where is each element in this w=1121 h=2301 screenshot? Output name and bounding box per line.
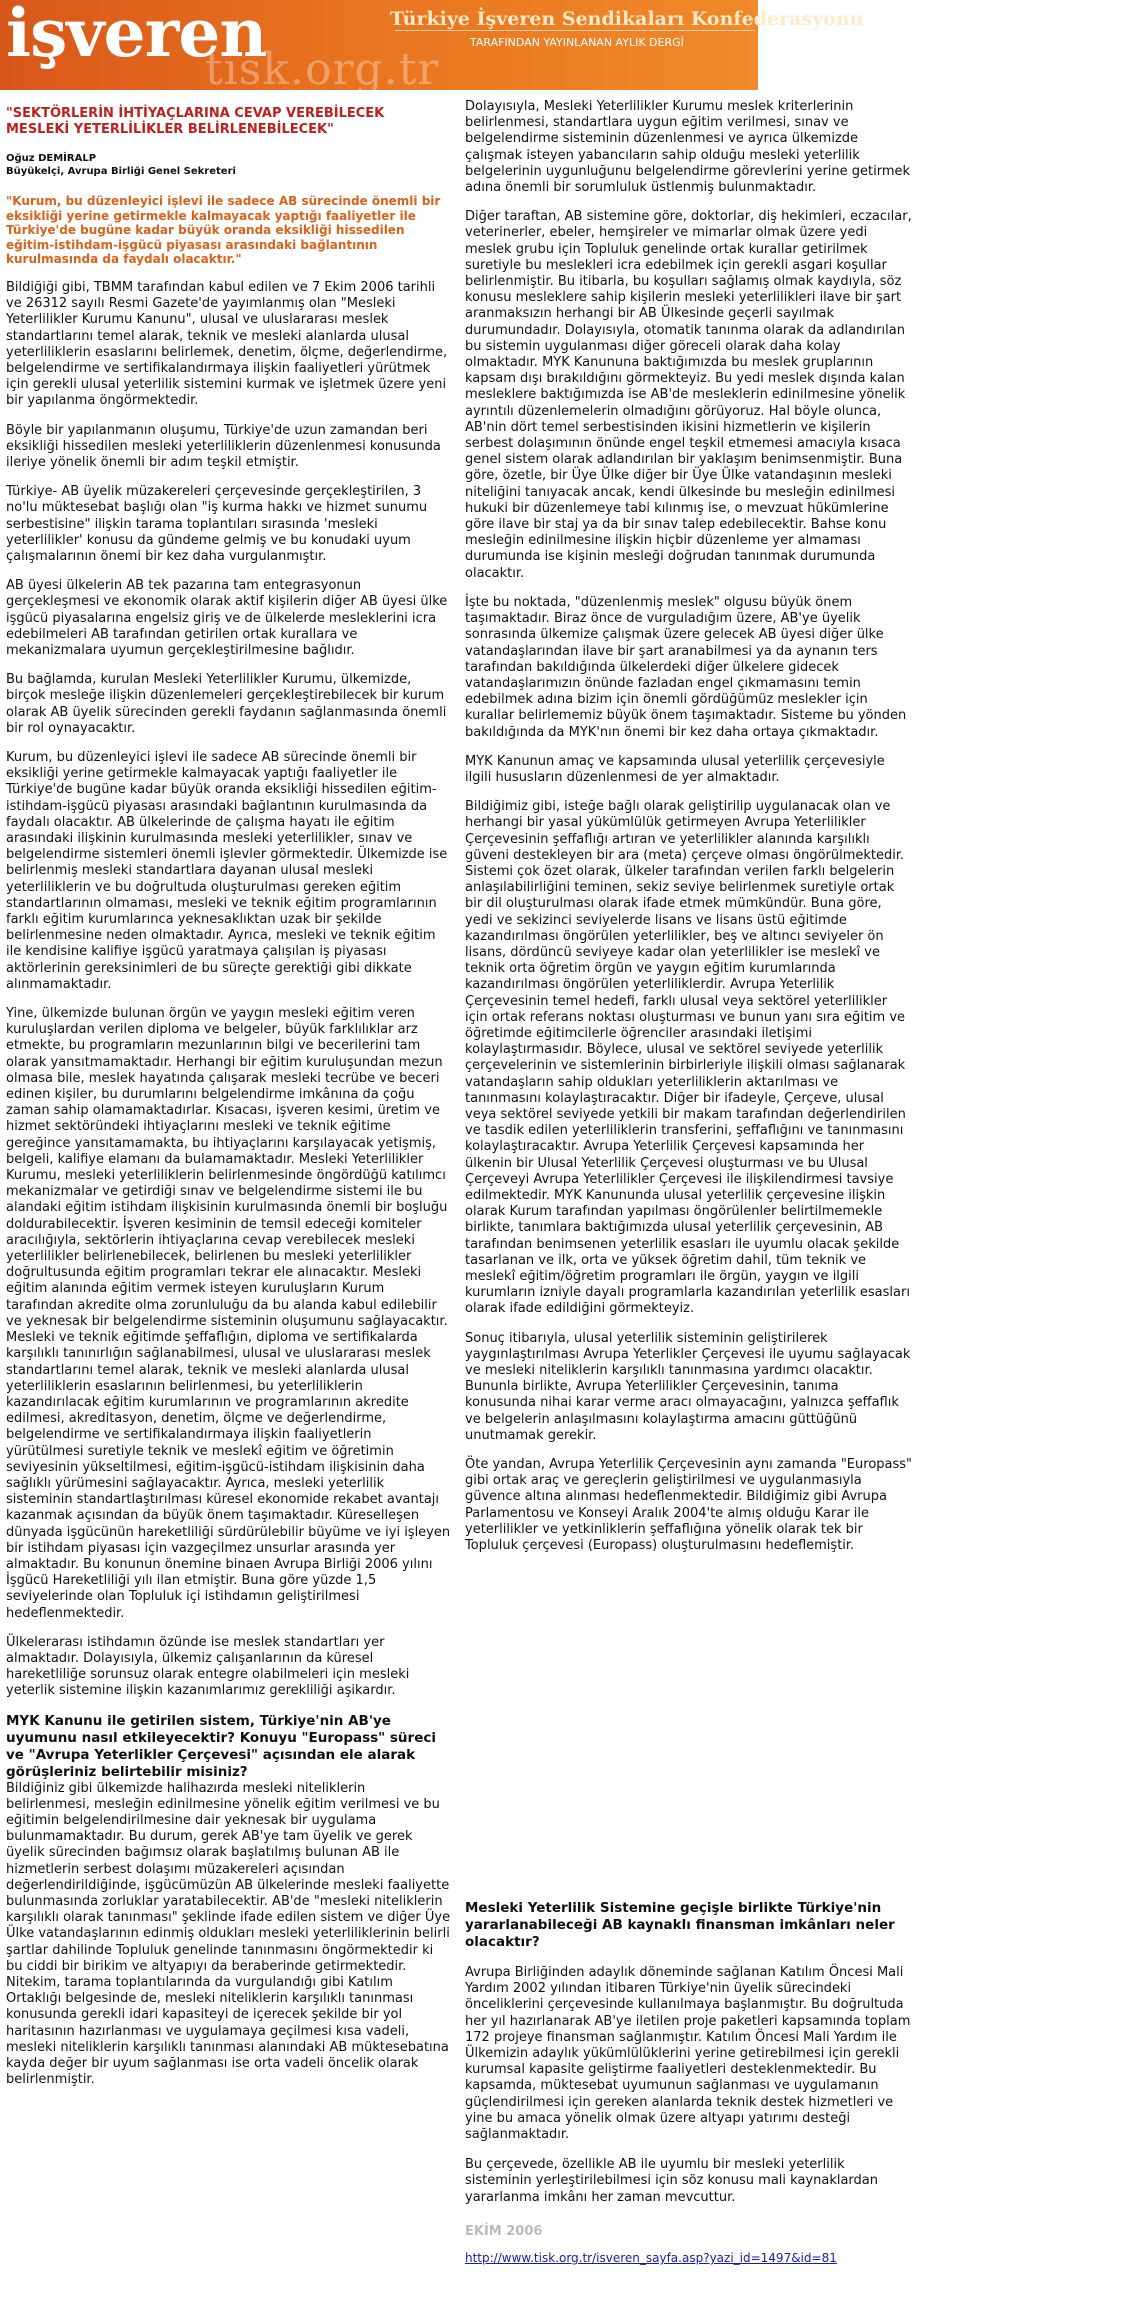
masthead-banner: [0, 0, 864, 95]
paragraph: Avrupa Birliğinden adaylık döneminde sağlanan Katılım Öncesi Mali Yardım 2002 yılından itibaren Türkiye'nin üyelik sürecindeki önceliklerini çerçevesinde kullanılmaya başlanmıştır. Bu doğrultuda her yıl hazırlanarak AB'ye iletilen proje paketleri kapsamında toplam 172 projeye finansman sağlanmıştır. Katılım Öncesi Mali Yardım ile Ülkemizin adaylık yükümlülüklerini yerine getirebilmesi için gerekli kurumsal kapasite geliştirme faaliyetleri desteklenmektedir. Bu kapsamda, müktesebat uyumunun sağlanması ve uygulamanın güçlendirilmesi için gereken alanlarda teknik destek hizmetleri ve yine bu amaca yönelik olmak üzere altyapı yatırımı desteği sağlanmaktadır.: [465, 1965, 911, 2143]
paragraph: Dolayısıyla, Mesleki Yeterlilikler Kurumu meslek kriterlerinin belirlenmesi, standartlara uygun eğitim verilmesi, sınav ve belgelendirme sisteminin düzenlenmesi ve ayrıca ülkemizde çalışmak isteyen yabancıların sahip olduğu mesleki yeterlilik belgelerinin uygunluğunu belgelendirme görevlerini yerine getirmek adına önemli bir sorumluluk üstlenmiş bulunmaktadır.: [465, 99, 911, 196]
watermark: tisk.org.tr: [205, 44, 440, 95]
paragraph: Kurum, bu düzenleyici işlevi ile sadece AB sürecinde önemli bir eksikliği yerine getirmekle kalmayacak yaptığı faaliyetler ile Türkiye'de bugüne kadar büyük oranda eksikliği hissedilen eğitim-istihdam-işgücü piyasası arasındaki bağlantının kurulmasında da faydalı olacaktır. AB ülkelerinde de çalışma hayatı ile eğitim arasındaki ilişkinin kurulmasında mesleki yeterlilikler, sınav ve belgelendirme sistemleri önemli işlevler görmektedir. Ülkemizde ise belirlenmiş mesleki standartlara dayanan ulusal mesleki yeterliliklerin ve bu doğrultuda oluşturulması gereken eğitim standartlarının olmaması, mesleki ve teknik eğitim programlarının farklı eğitim kurumlarınca yeknesaklıktan uzak bir şekilde belirlenmesine neden olmaktadır. Ayrıca, mesleki ve teknik eğitim ile kendisine kalifiye işgücü yaratmaya çalışılan iş piyasası aktörlerinin gereksinimleri de bu süreçte gerektiği gibi dikkate alınmamaktadır.: [6, 749, 448, 992]
paragraph: Türkiye- AB üyelik müzakereleri çerçevesinde gerçekleştirilen, 3 no'lu müktesebat başlığı olan "iş kurma hakkı ve hizmet sunumu serbestisine" ilişkin tarama toplantıları sırasında 'mesleki yeterlilikler' konusu da gündeme gelmiş ve bu konudaki uyum çalışmalarının önemi bir kez daha vurgulanmıştır.: [6, 484, 428, 564]
header-divider: [395, 30, 755, 31]
paragraph: Böyle bir yapılanmanın oluşumu, Türkiye'de uzun zamandan beri eksikliği hissedilen mesleki yeterliliklerin düzenlenmesi konusunda ileriye yönelik önemli bir adım teşkil etmiştir.: [6, 422, 441, 470]
magazine-subtitle: TARAFINDAN YAYINLANAN AYLIK DERGİ: [470, 36, 684, 49]
paragraph: Bildiğiği gibi, TBMM tarafından kabul edilen ve 7 Ekim 2006 tarihli ve 26312 sayılı Resmi Gazete'de yayımlanmış olan "Mesleki Yeterlilikler Kurumu Kanunu", ulusal ve uluslararası meslek standartlarını temel alarak, teknik ve mesleki alanlarda ulusal yeterliliklerin esaslarını belirlemek, denetim, ölçme, değerlendirme, belgelendirme ve sertifikalandırmaya ilişkin faaliyetleri yürütmek için gerekli ulusal yeterlilik sistemini kurmak ve işletmek üzere yeni bir yapılanma öngörmektedir.: [6, 279, 448, 409]
paragraph: Yine, ülkemizde bulunan örgün ve yaygın mesleki eğitim veren kuruluşlardan verilen diploma ve belgeler, büyük farklılıklar arz etmekte, bu programların mezunlarının bilgi ve becerilerini tam olarak yansıtmamaktadır. Herhangi bir eğitim kuruluşundan mezun olmasa bile, meslek hayatında çalışarak mesleki tecrübe ve beceri edinen kişiler, bu durumlarını belgelendirme imkânına da çoğu zaman sahip olamamaktadırlar. Kısacası, işveren kesimi, üretim ve hizmet sektöründeki ihtiyaçlarını mesleki ve teknik eğitime gereğince yansıtamamakta, bu ihtiyaçlarını karşılayacak yetişmiş, belgeli, kalifiye elamanı da bulamamaktadır. Mesleki Yeterlilikler Kurumu, mesleki yeterliliklerin belirlenmesinde öngördüğü katılımcı mekanizmalar ve getirdiği sınav ve belgelendirme sistemi ile bu alandaki eğitim istihdam ilişkisinin kurulmasında önemli bir boşluğu doldurabilecektir. İşveren kesiminin de temsil edeceği komiteler aracılığıyla, sektörlerin ihtiyaçlarına cevap verebilecek mesleki yeterlilikler belirlenebilecek, belirlenen bu mesleki yeterlilikler doğrultusunda eğitim programları tekrar ele alınacaktır. Mesleki eğitim alanında eğitim vermek isteyen kuruluşların Kurum tarafından akredite olma zorunluluğu da bu alanda kabul edilebilir ve yeknesak bir belgelendirme sisteminin oluşumunu sağlayacaktır. Mesleki ve teknik eğitimde şeffaflığın, diploma ve sertifikalarda karşılıklı tanınırlığın sağlanabilmesi, ulusal ve uluslararası meslek standartlarını temel alarak, teknik ve mesleki alanlarda ulusal yeterliliklerin esaslarının belirlenmesi, bu yeterliliklerin kazandırılacak eğitim kurumlarının ve programlarının akredite edilmesi, akreditasyon, denetim, ölçme ve değerlendirme, belgelendirme ve sertifikalandırmaya ilişkin faaliyetlerin yürütülmesi suretiyle teknik ve meslekî eğitim ve öğretimin seviyesinin yükseltilmesi, eğitim-işgücü-istihdam ilişkisinin daha sağlıklı yürümesini sağlayacaktır. Ayrıca, mesleki yeterlilik sisteminin standartlaştırılması küresel ekonomide rekabet avantajı kazanmak açısından da büyük önem taşımaktadır. Küreselleşen dünyada işgücünün hareketliliği sürdürülebilir büyüme ve iyi işleyen bir istihdam piyasası için vazgeçilmez unsurlar arasında yer almaktadır. Bu konunun önemine binaen Avrupa Birliği 2006 yılını İşgücü Hareketliliği yılı ilan etmiştir. Buna göre yüzde 1,5 seviyelerinde olan Topluluk içi istihdamın geliştirilmesi hedeflenmektedir.: [6, 1006, 451, 1621]
paragraph: Bu çerçevede, özellikle AB ile uyumlu bir mesleki yeterlilik sisteminin yerleştirilebilmesi için söz konusu mali kaynaklardan yararlanma imkânı her zaman mevcuttur.: [465, 2157, 878, 2205]
question-heading: Mesleki Yeterlilik Sistemine geçişle birlikte Türkiye'nin yararlanabileceği AB kaynaklı finansman imkânları neler olacaktır?: [465, 1900, 895, 1950]
paragraph: İşte bu noktada, "düzenlenmiş meslek" olgusu büyük önem taşımaktadır. Biraz önce de vurguladığım üzere, AB'ye üyelik sonrasında ülkemize çalışmak üzere gelecek AB üyesi diğer ülke vatandaşlarından ilave bir şart aranabilmesi ya da aynanın ters tarafından bakıldığında ülkelerdeki diğer ülkelere gidecek vatandaşlarımızın önünde fazladan engel çıkmamasını temin edebilmek adına bizim için önemli gördüğümüz meslekler için kurallar belirlememiz büyük önem taşımaktadır. Sisteme bu yönden bakıldığında da MYK'nın önemi bir kez daha ortaya çıkmaktadır.: [465, 594, 907, 740]
left-column: [6, 106, 452, 2101]
paragraph: Ülkelerarası istihdamın özünde ise meslek standartları yer almaktadır. Dolayısıyla, ülkemiz çalışanlarının da küresel hareketliliğe sorunsuz olarak entegre olabilmeleri için mesleki yeterlik sistemine ilişkin kazanımlarımız gerekliliği aşikardır.: [6, 1634, 410, 1699]
issue-date: EKİM 2006: [465, 2223, 543, 2239]
right-column: [465, 99, 913, 1567]
source-link[interactable]: http://www.tisk.org.tr/isveren_sayfa.asp?yazi_id=1497&id=81: [465, 2251, 837, 2266]
paragraph: Sonuç itibarıyla, ulusal yeterlilik sisteminin geliştirilerek yaygınlaştırılması Avrupa Yeterlikler Çerçevesi ile uyumu sağlayacak ve mesleki niteliklerin karşılıklı tanınmasına yardımcı olacaktır. Bununla birlikte, Avrupa Yeterlilikler Çerçevesinin, tanıma konusunda nihai karar verme aracı olmayacağını, yalnızca şeffaflık ve belgelerin anlaşılmasını kolaylaştırma amacını güttüğünü unutmamak gerekir.: [465, 1330, 911, 1443]
isveren-logo: işveren: [6, 0, 267, 72]
author-name: Oğuz DEMİRALP: [6, 153, 97, 165]
paragraph: MYK Kanunun amaç ve kapsamında ulusal yeterlilik çerçevesiyle ilgili hususların düzenlenmesi de yer almaktadır.: [465, 753, 885, 785]
paragraph: Bildiğiniz gibi ülkemizde halihazırda mesleki niteliklerin belirlenmesi, mesleğin edinilmesine yönelik eğitim verilmesi ve bu eğitimin belgelendirilmesine dair yeknesak bir uygulama bulunmamaktadır. Bu durum, gerek AB'ye tam üyelik ve gerek üyelik sürecinden bağımsız olarak başlatılmış bulunan AB ile hizmetlerin serbest dolaşımı müzakereleri açısından değerlendirildiğinde, işgücümüzün AB ülkelerinde mesleki faaliyette bulunmasında zorluklar yaratabilecektir. AB'de "mesleki niteliklerin karşılıklı olarak tanınması" şeklinde ifade edilen sistem ve diğer Üye Ülke vatandaşlarının edinmiş oldukları mesleki yeterliliklerinin belirli şartlar dahilinde Topluluk genelinde tanınmasını öngörmektedir ki bu ciddi bir birikim ve altyapıyı da beraberinde getirmektedir. Nitekim, tarama toplantılarında da vurgulandığı gibi Katılım Ortaklığı belgesinde de, mesleki niteliklerin karşılıklı tanınması konusunda gerekli idari kapasiteyi de içerecek şekilde bir yol haritasının hazırlanması ve uygulamaya geçilmesi kısa vadeli, mesleki niteliklerin karşılıklı tanınması alanındaki AB müktesebatına kayda değer bir uyum sağlanması ise orta vadeli öncelik olarak belirlenmiştir.: [6, 1780, 451, 2088]
pull-quote: "Kurum, bu düzenleyici işlevi ile sadece AB sürecinde önemli bir eksikliği yerine getirmekle kalmayacak yaptığı faaliyetler ile Türkiye'de bugüne kadar büyük oranda eksikliği hissedilen eğitim-istihdam-işgücü piyasası arasındaki bağlantının kurulmasında da faydalı olacaktır.": [6, 194, 441, 267]
paragraph: Bu bağlamda, kurulan Mesleki Yeterlilikler Kurumu, ülkemizde, birçok mesleğe ilişkin düzenlemeleri gerçekleştirebilecek bir kurum olarak AB üyelik sürecinden gerekli faydanın sağlanmasında önemli bir rol oynayacaktır.: [6, 672, 447, 736]
article-kicker: "SEKTÖRLERİN İHTİYAÇLARINA CEVAP VEREBİLECEK MESLEKİ YETERLİLİKLER BELİRLENEBİLECEK": [6, 106, 385, 138]
author-role: Büyükelçi, Avrupa Birliği Genel Sekreteri: [6, 166, 236, 178]
paragraph: Bildiğimiz gibi, isteğe bağlı olarak geliştirilip uygulanacak olan ve herhangi bir yasal yükümlülük getirmeyen Avrupa Yeterlilikler Çerçevesinin şeffaflığı artıran ve yeterlilikler alanında karşılıklı güveni destekleyen bir ara (meta) çerçeve olması öngörülmektedir. Sistemi çok özet olarak, ülkeler tarafından verilen farklı belgelerin anlaşılabilirliğini teminen, sekiz seviye belirlenmek suretiyle ortak bir dil oluşturulması olarak ifade etmek mümkündür. Buna göre, yedi ve sekizinci seviyelerde lisans ve lisans üstü eğitimde kazandırılması öngörülen yeterlilikler, beş ve altıncı seviyeler ön lisans, dördüncü seviyeye kadar olan yeterlilikler ise meslekî ve teknik orta öğretim örgün ve yaygın eğitim kurumlarında kazandırılması öngörülen yeterliliklerdir. Avrupa Yeterlilik Çerçevesinin temel hedefi, farklı ulusal veya sektörel yeterlilikler için ortak referans noktası oluşturması ve bunun yanı sıra eğitim ve öğretimde eğitimcilerle öğrenciler arasındaki iletişimi kolaylaştırmasıdır. Böylece, ulusal ve sektörel seviyede yeterlilik çerçevelerinin ve sistemlerinin birbirleriyle ilişkili olması sağlanarak vatandaşların sahip oldukları yeterliliklerin aktarılması ve tanınmasını kolaylaştıracaktır. Diğer bir ifadeyle, Çerçeve, ulusal veya sektörel seviyede yetkili bir makam tarafından değerlendirilen ve tasdik edilen yeterliliklerin transferini, şeffaflığını ve tanınmasını kolaylaştıracaktır. Avrupa Yeterlilik Çerçevesi kapsamında her ülkenin bir Ulusal Yeterlilik Çerçevesi oluşturması ve bu Ulusal Çerçeveyi Avrupa Yeterlilikler Çerçevesi ile ilişkilendirmesi tavsiye edilmektedir. MYK Kanununda ulusal yeterlilik çerçevesine ilişkin olarak Kurum tarafından yapılması öngörülenler belirtilmemekle birlikte, tanımlara baktığımızda ulusal yeterlilik çerçevesinin, AB tarafından benimsenen yeterlilik esasları ile uyumlu olacak şekilde tasarlanan ve ilk, orta ve yüksek öğretim dahil, tüm teknik ve meslekî eğitim/öğretim programları ile örgün, yaygın ve ilgili kurumların izniyle dayalı programlarla kazandırılan yeterlilik esasları olarak ifade edildiğini görmekteyiz.: [465, 799, 910, 1317]
question-heading: MYK Kanunu ile getirilen sistem, Türkiye'nin AB'ye uyumunu nasıl etkileyecektir? Konuyu "Europass" süreci ve "Avrupa Yeterlikler Çerçevesi" açısından ele alarak görüşleriniz belirtebilir misiniz?: [6, 1712, 436, 1780]
paragraph: Diğer taraftan, AB sistemine göre, doktorlar, diş hekimleri, eczacılar, veterinerler, ebeler, hemşireler ve mimarlar olmak üzere yedi meslek grubu için Topluluk genelinde ortak kurallar getirilmek suretiyle bu meslekleri icra edebilmek için gerekli asgari koşullar belirlenmiştir. Bu itibarla, bu koşulları sağlamış olmak kaydıyla, söz konusu mesleklere sahip kişilerin mesleki yeterlilikleri ilave bir şart aranmaksızın herhangi bir AB Ülkesinde geçerli sayılmak durumundadır. Dolayısıyla, otomatik tanınma olarak da adlandırılan bu sistemin uygulanması diğer göreceli olarak daha kolay olmaktadır. MYK Kanununa baktığımızda bu meslek gruplarının kapsam dışı bırakıldığını görmekteyiz. Bu yedi meslek dışında kalan mesleklere baktığımızda ise AB'de mesleklerin edinilmesine yönelik ayrıntılı düzenlemelerin olmadığını görüyoruz. Hal böyle olunca, AB'nin dört temel serbestisinden ikisini hizmetlerin ve kişilerin serbest dolaşımının önünde engel teşkil etmemesi amacıyla kısaca genel sistem olarak adlandırılan bir yaklaşım benimsenmiştir. Buna göre, özetle, bir Üye Ülke diğer bir Üye Ülke vatandaşının mesleki niteliğini tanıyacak ancak, kendi ülkesinde bu mesleğin edinilmesi hukuki bir düzenlemeye tabi kılınmış ise, o mevzuat hükümlerine göre ilave bir staj ya da bir sınav talep edebilecektir. Bahse konu mesleğin edinilmesine ilişkin hiçbir düzenleme yer almaması durumunda ise kişinin mesleği doğrudan tanınmak durumunda olacaktır.: [465, 209, 912, 581]
paragraph: Öte yandan, Avrupa Yeterlilik Çerçevesinin aynı zamanda "Europass" gibi ortak araç ve gereçlerin geliştirilmesi ve uygulanmasıyla güvence altına alınması hedeflenmektedir. Bildiğimiz gibi Avrupa Parlamentosu ve Konseyi Aralık 2004'te almış olduğu Karar ile yeterlilikler ve yetkinliklerin şeffaflığına yönelik olarak tek bir Topluluk çerçevesi (Europass) oluşturulmasını hedeflemiştir.: [465, 1457, 913, 1554]
paragraph: AB üyesi ülkelerin AB tek pazarına tam entegrasyonun gerçekleşmesi ve ekonomik olarak aktif kişilerin diğer AB üyesi ülke işgücü piyasalarına engelsiz giriş ve de ülkelerde mesleklerini icra edebilmeleri AB tarafından getirilen ortak kurallara ve mekanizmalara uyumun gerçekleştirilmesine bağlıdır.: [6, 578, 448, 658]
organization-name: Türkiye İşveren Sendikaları Konfederasyonu: [390, 8, 864, 30]
financing-section: [465, 1900, 913, 2266]
author-block: [6, 152, 452, 178]
